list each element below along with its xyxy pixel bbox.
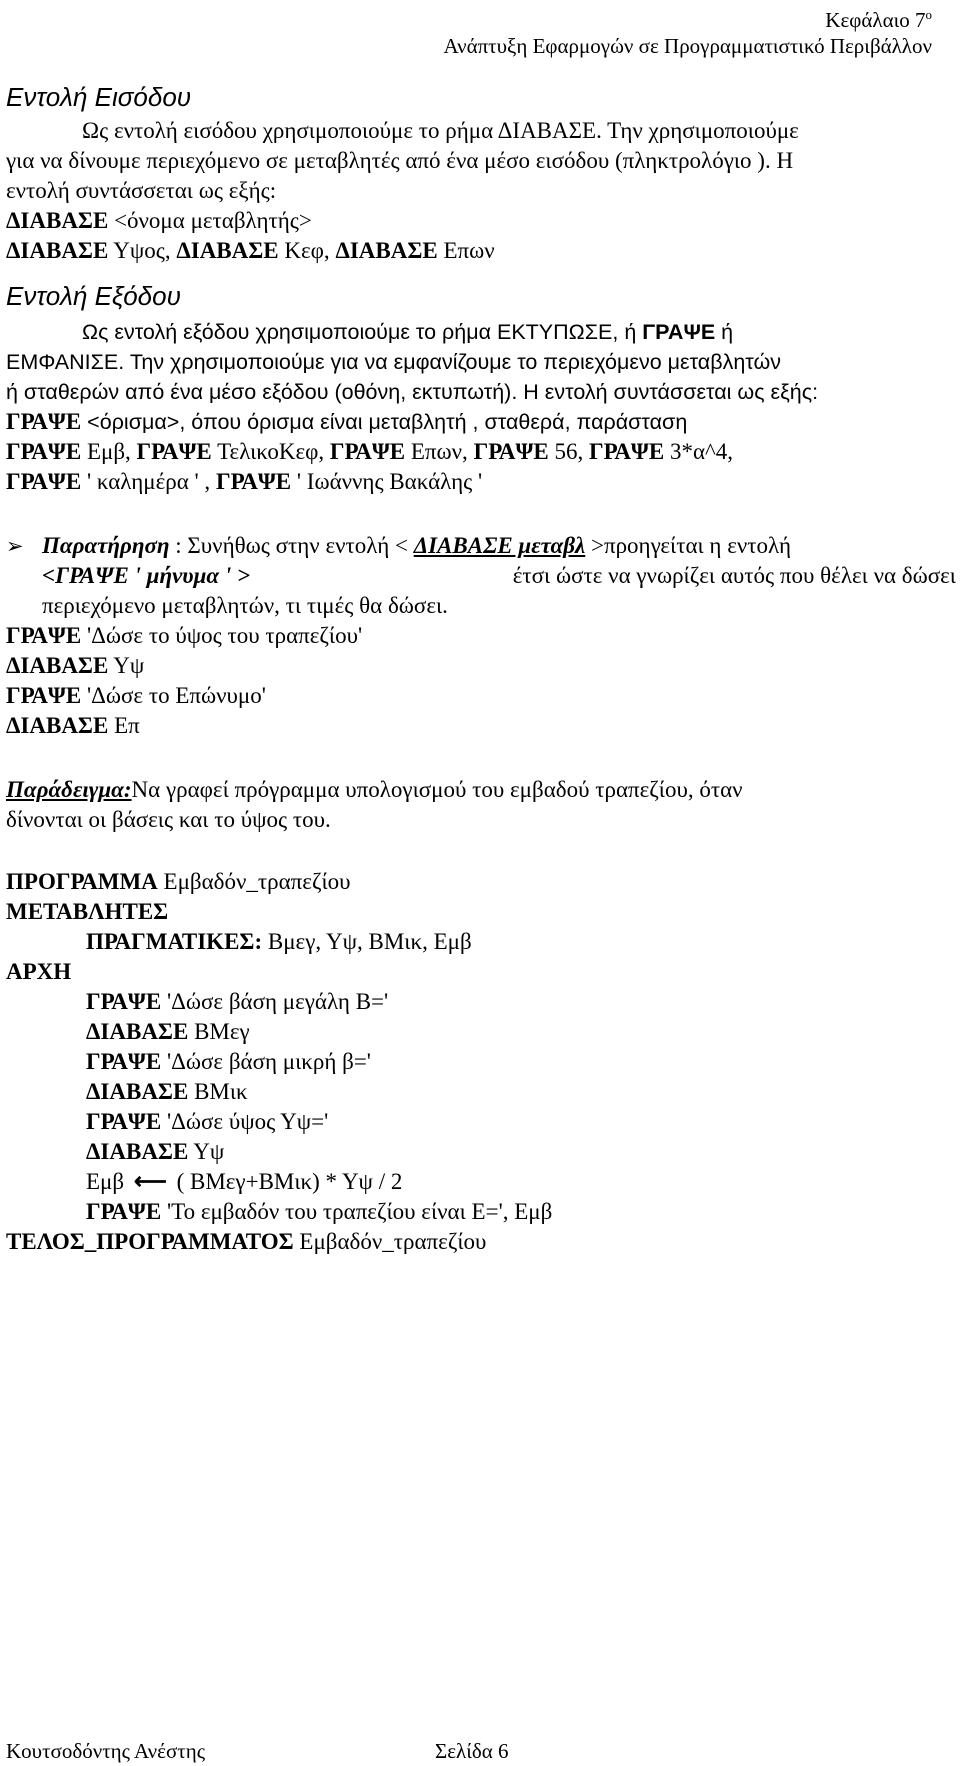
program-line: ΓΡΑΨΕ 'Δώσε ύψος Υψ=': [86, 1109, 329, 1134]
output-heading: Εντολή Εξόδου: [6, 281, 181, 311]
program-line: ΠΡΑΓΜΑΤΙΚΕΣ: Βμεγ, Υψ, ΒΜικ, Εμβ: [86, 929, 472, 954]
input-syntax: ΔΙΑΒΑΣΕ <όνομα μεταβλητής>: [6, 208, 312, 233]
note-code-line: ΔΙΑΒΑΣΕ Επ: [6, 713, 140, 738]
input-paragraph-line: για να δίνουμε περιεχόμενο σε μεταβλητές από ένα μέσο εισόδου (πληκτρολόγιο ). Η: [6, 148, 794, 173]
program-line: ΜΕΤΑΒΛΗΤΕΣ: [6, 899, 169, 924]
assign-arrow-icon: ⟵: [133, 1169, 167, 1194]
program-line: ΓΡΑΨΕ 'Το εμβαδόν του τραπεζίου είναι Ε=', Εμβ: [86, 1199, 553, 1224]
output-paragraph-line: ΕΜΦΑΝΙΣΕ. Την χρησιμοποιούμε για να εμφανίζουμε το περιεχόμενο μεταβλητών: [6, 350, 782, 374]
program-line: ΠΡΟΓΡΑΜΜΑ Εμβαδόν_τραπεζίου: [6, 869, 351, 894]
note-code-line: ΓΡΑΨΕ 'Δώσε το Επώνυμο': [6, 683, 266, 708]
program-line: ΤΕΛΟΣ_ΠΡΟΓΡΑΜΜΑΤΟΣ Εμβαδόν_τραπεζίου: [6, 1229, 487, 1254]
input-examples: ΔΙΑΒΑΣΕ Υψος, ΔΙΑΒΑΣΕ Κεφ, ΔΙΑΒΑΣΕ Επων: [6, 238, 495, 263]
program-line: ΓΡΑΨΕ 'Δώσε βάση μεγάλη Β=': [86, 989, 389, 1014]
input-paragraph-line: Ως εντολή εισόδου χρησιμοποιούμε το ρήμα ΔΙΑΒΑΣΕ. Την χρησιμοποιούμε: [82, 118, 799, 143]
example-line: δίνονται οι βάσεις και το ύψος του.: [6, 807, 331, 832]
input-paragraph-line: εντολή συντάσσεται ως εξής:: [6, 178, 277, 203]
note-code-line: ΔΙΑΒΑΣΕ Υψ: [6, 653, 145, 678]
output-examples: ΓΡΑΨΕ ' καλημέρα ' , ΓΡΑΨΕ ' Ιωάννης Βακάλης ': [6, 469, 483, 494]
note-code-line: ΓΡΑΨΕ 'Δώσε το ύψος του τραπεζίου': [6, 623, 363, 648]
page-header: [443, 2, 932, 59]
program-line: Εμβ ⟵ ( ΒΜεγ+ΒΜικ) * Υψ / 2: [86, 1169, 403, 1194]
program-line: ΔΙΑΒΑΣΕ Υψ: [86, 1139, 225, 1164]
footer-page-number: Σελίδα 6: [435, 1739, 509, 1763]
program-line: ΔΙΑΒΑΣΕ ΒΜικ: [86, 1079, 248, 1104]
chapter-title: Κεφάλαιο $7^o$: [825, 7, 932, 32]
input-heading: Εντολή Εισόδου: [6, 82, 192, 112]
program-line: ΔΙΑΒΑΣΕ ΒΜεγ: [86, 1019, 250, 1044]
bullet-arrow-icon: ➢: [6, 534, 24, 558]
chapter-subtitle: Ανάπτυξη Εφαρμογών σε Προγραμματιστικό Περιβάλλον: [443, 34, 932, 58]
note-line: <ΓΡΑΨΕ ' μήνυμα ' > έτσι ώστε να γνωρίζει αυτός που θέλει να δώσει: [42, 563, 956, 588]
note-line: Παρατήρηση : Συνήθως στην εντολή < ΔΙΑΒΑΣΕ μεταβλ >προηγείται η εντολή: [42, 533, 791, 558]
footer-author: Κουτσοδόντης Ανέστης: [6, 1739, 206, 1763]
note-line: περιεχόμενο μεταβλητών, τι τιμές θα δώσει.: [42, 593, 448, 618]
output-examples: ΓΡΑΨΕ Εμβ, ΓΡΑΨΕ ΤελικοΚεφ, ΓΡΑΨΕ Επων, ΓΡΑΨΕ 56, ΓΡΑΨΕ 3*α^4,: [6, 439, 734, 464]
program-line: ΑΡΧΗ: [6, 959, 72, 984]
example-line: Παράδειγμα:Να γραφεί πρόγραμμα υπολογισμού του εμβαδού τραπεζίου, όταν: [6, 777, 743, 802]
program-line: ΓΡΑΨΕ 'Δώσε βάση μικρή β=': [86, 1049, 371, 1074]
output-paragraph-line: Ως εντολή εξόδου χρησιμοποιούμε το ρήμα ΕΚΤΥΠΩΣΕ, ή ΓΡΑΨΕ ή: [82, 320, 734, 344]
output-syntax: ΓΡΑΨΕ <όρισμα>, όπου όρισμα είναι μεταβλητή , σταθερά, παράσταση: [6, 409, 688, 434]
output-paragraph-line: ή σταθερών από ένα μέσο εξόδου (οθόνη, εκτυπωτή). Η εντολή συντάσσεται ως εξής:: [6, 380, 819, 404]
